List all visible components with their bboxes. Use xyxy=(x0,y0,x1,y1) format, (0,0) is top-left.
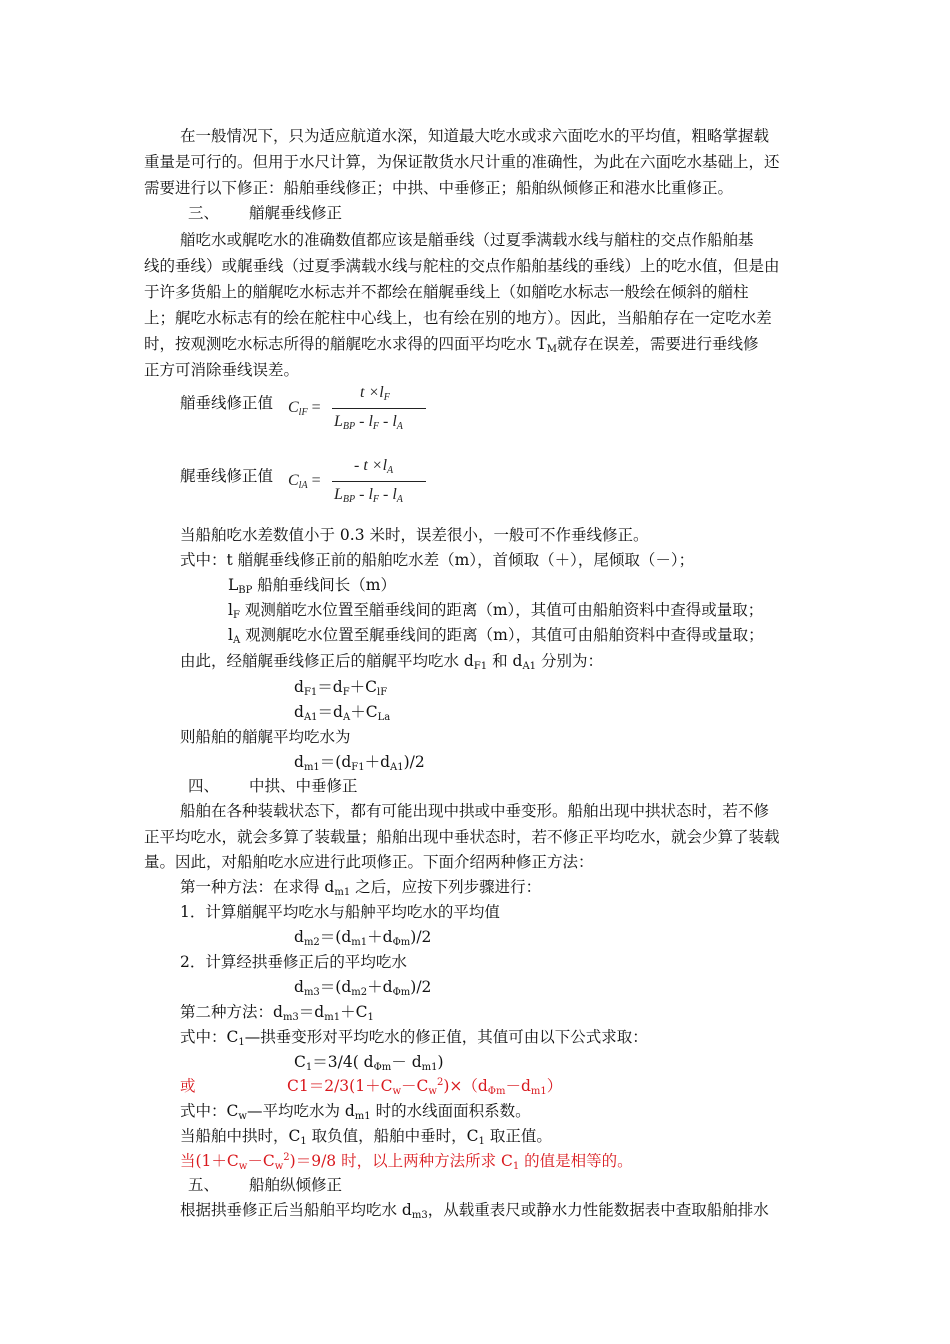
equation-c1-alt: $C1=2/3(1+C_w-C_w^2)\times(d_{\Phi m}-d_{m1})$ xyxy=(287,1077,563,1097)
formula-stern-fraction-bar xyxy=(332,481,426,482)
where-t: 式中：t 艏艉垂线修正前的船舶吃水差（m），首倾取（＋），尾倾取（－）； xyxy=(180,551,695,569)
formula-bow-label: 艏垂线修正值 xyxy=(180,394,274,412)
section-5-title: 船舶纵倾修正 xyxy=(249,1176,343,1194)
formula-stern-numerator: - $t \times l_A$ xyxy=(354,457,394,476)
thus-sentence: 由此，经艏艉垂线修正后的艏艉平均吃水 $d_{F1}$ 和 $d_{A1}$ 分别为： xyxy=(180,652,603,672)
para3-line2: 正平均吃水，就会多算了装载量；船舶出现中垂状态时，若不修正平均吃水，就会少算了装载 xyxy=(144,828,780,846)
equation-c1-alt-or: 或 xyxy=(180,1077,196,1095)
equality-note: 当$(1+C_w-C_w^2)=9/8$ 时，以上两种方法所求 $C_1$ 的值是相等的。 xyxy=(180,1152,633,1172)
equation-dm2: $d_{m2}=(d_{m1}+d_{\Phi m})/2$ xyxy=(294,928,432,948)
method-2: 第二种方法：$d_{m3}=d_{m1}+C_1$ xyxy=(180,1003,374,1023)
para2-line1: 艏吃水或艉吃水的准确数值都应该是艏垂线（过夏季满载水线与艏柱的交点作船舶基 xyxy=(180,231,754,249)
section-5-heading xyxy=(188,1174,342,1196)
para2-line6: 正方可消除垂线误差。 xyxy=(144,361,300,379)
formula-stern-lhs: $C_{lA}$ = xyxy=(288,472,321,491)
equation-c1: $C_1=3/4$( $d_{\Phi m}- d_{m1}$) xyxy=(294,1053,444,1073)
where-c1: 式中：$C_1—$拱垂变形对平均吃水的修正值，其值可由以下公式求取： xyxy=(180,1028,648,1048)
formula-bow-denominator: $L_{BP} - l_F - l_A$ xyxy=(334,413,403,432)
equation-dm1: $d_{m1}=(d_{F1}+d_{A1})/2$ xyxy=(294,753,425,773)
para3-line3: 量。因此，对船舶吃水应进行此项修正。下面介绍两种修正方法： xyxy=(144,853,594,871)
section-5-number: 五、 xyxy=(188,1176,220,1194)
para1-line3: 需要进行以下修正：船舶垂线修正；中拱、中垂修正；船舶纵倾修正和港水比重修正。 xyxy=(144,179,734,197)
para1-line1: 在一般情况下，只为适应航道水深，知道最大吃水或求六面吃水的平均值，粗略掌握载 xyxy=(180,127,770,145)
equation-dA1: $d_{A1}=d_A+C_{La}$ xyxy=(294,703,391,723)
where-la: $l_A$ 观测艉吃水位置至艉垂线间的距离（m），其值可由船舶资料中查得或量取； xyxy=(228,626,764,646)
para2-line5 xyxy=(144,333,759,355)
section-3-number: 三、 xyxy=(188,204,220,222)
then-sentence: 则船舶的艏艉平均吃水为 xyxy=(180,728,351,746)
formula-bow xyxy=(288,384,428,440)
formula-bow-lhs: $C_{lF}$ = xyxy=(288,399,321,418)
para2-line2: 线的垂线）或艉垂线（过夏季满载水线与舵柱的交点作船舶基线的垂线）上的吃水值，但是由 xyxy=(144,257,780,275)
formula-stern xyxy=(288,457,428,513)
step-1: 1．计算艏艉平均吃水与船舯平均吃水的平均值 xyxy=(180,903,500,921)
para2-line4: 上；艉吃水标志有的绘在舵柱中心线上，也有绘在别的地方）。因此，当船舶存在一定吃水差 xyxy=(144,309,772,327)
section-4-title: 中拱、中垂修正 xyxy=(249,777,358,795)
note-small-trim: 当船舶吃水差数值小于 0.3 米时，误差很小，一般可不作垂线修正。 xyxy=(180,526,649,544)
equation-dm3: $d_{m3}=(d_{m2}+d_{\Phi m})/2$ xyxy=(294,978,432,998)
formula-bow-fraction-bar xyxy=(332,408,426,409)
where-cw: 式中：$C_w—$平均吃水为 $d_{m1}$ 时的水线面面积系数。 xyxy=(180,1102,531,1122)
formula-stern-label: 艉垂线修正值 xyxy=(180,467,274,485)
section-3-heading xyxy=(188,202,342,224)
para4-line1: 根据拱垂修正后当船舶平均吃水 $d_{m3}$，从载重表尺或静水力性能数据表中查取船舶排水 xyxy=(180,1201,769,1221)
formula-bow-numerator: $t \times l_F$ xyxy=(360,384,390,403)
where-lf: $l_F$ 观测艏吃水位置至艏垂线间的距离（m），其值可由船舶资料中查得或量取； xyxy=(228,601,764,621)
para2-line3: 于许多货船上的艏艉吃水标志并不都绘在艏艉垂线上（如艏吃水标志一般绘在倾斜的艏柱 xyxy=(144,283,749,301)
step-2: 2．计算经拱垂修正后的平均吃水 xyxy=(180,953,407,971)
section-3-title: 艏艉垂线修正 xyxy=(249,204,343,222)
sign-note: 当船舶中拱时，$C_1$ 取负值，船舶中垂时，$C_1$ 取正值。 xyxy=(180,1127,552,1147)
formula-stern-denominator: $L_{BP} - l_F - l_A$ xyxy=(334,486,403,505)
where-lbp: $L_{BP}$ 船舶垂线间长（m） xyxy=(228,576,397,596)
method-1: 第一种方法：在求得 $d_{m1}$ 之后，应按下列步骤进行： xyxy=(180,878,542,898)
section-4-number: 四、 xyxy=(188,777,220,795)
para1-line2: 重量是可行的。但用于水尺计算，为保证散货水尺计重的准确性，为此在六面吃水基础上，还 xyxy=(144,153,780,171)
para2-line5-a: 时，按观测吃水标志所得的艏艉吃水求得的四面平均吃水 T xyxy=(144,335,547,353)
para3-line1: 船舶在各种装载状态下，都有可能出现中拱或中垂变形。船舶出现中拱状态时，若不修 xyxy=(180,802,770,820)
tm-subscript: M xyxy=(546,344,558,355)
equation-dF1: $d_{F1}=d_F+C_{lF}$ xyxy=(294,678,388,698)
para2-line5-b: 就存在误差，需要进行垂线修 xyxy=(557,335,759,353)
section-4-heading xyxy=(188,775,358,797)
